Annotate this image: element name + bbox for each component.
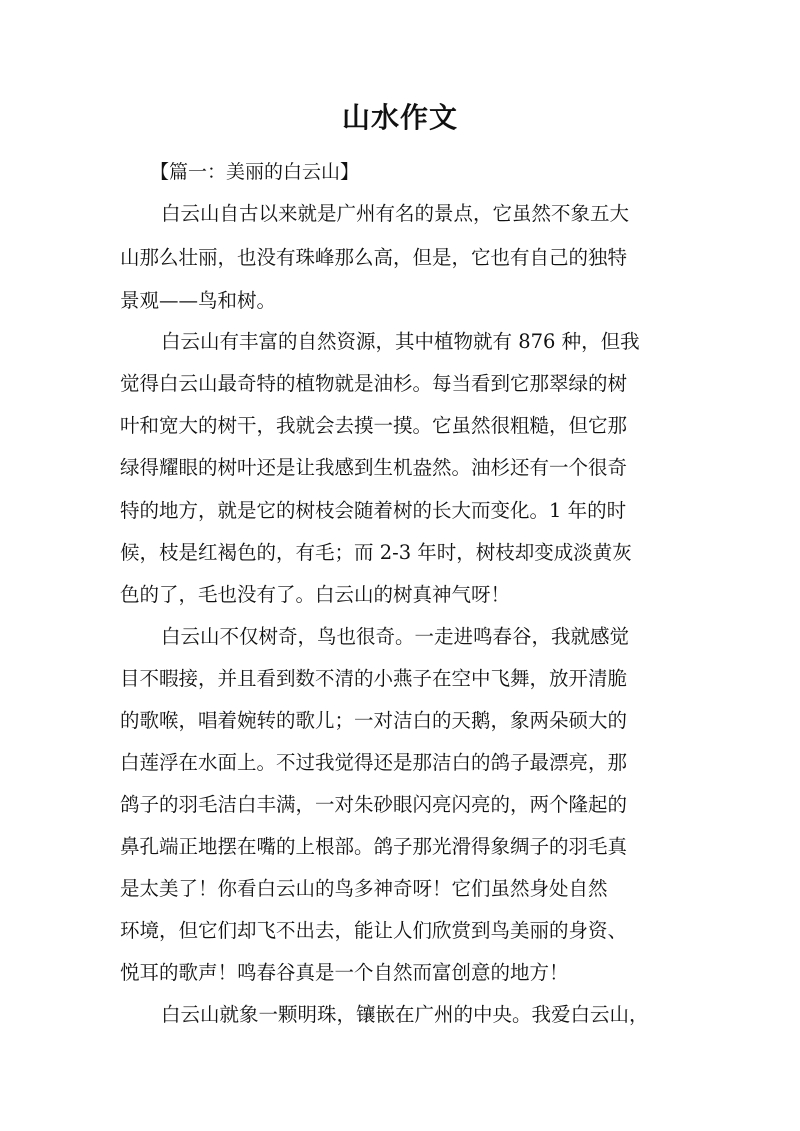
text-line: 叶和宽大的树干，我就会去摸一摸。它虽然很粗糙，但它那 — [120, 414, 628, 437]
text-line: 白云山不仅树奇，鸟也很奇。一走进鸣春谷，我就感觉 — [161, 625, 630, 648]
text-line: 特的地方，就是它的树枝会随着树的长大而变化。1 年的时 — [120, 499, 627, 522]
text-line: 悦耳的歌声！鸣春谷真是一个自然而富创意的地方！ — [120, 961, 569, 984]
text-line: 山那么壮丽，也没有珠峰那么高，但是，它也有自己的独特 — [120, 246, 628, 269]
text-line: 色的了，毛也没有了。白云山的树真神气呀！ — [120, 583, 511, 606]
text-line: 的歌喉，唱着婉转的歌儿；一对洁白的天鹅，象两朵硕大的 — [120, 709, 628, 732]
page-title: 山水作文 — [341, 101, 458, 134]
text-line: 觉得白云山最奇特的植物就是油杉。每当看到它那翠绿的树 — [120, 372, 628, 395]
text-line: 白云山就象一颗明珠，镶嵌在广州的中央。我爱白云山， — [161, 1003, 649, 1026]
text-line: 绿得耀眼的树叶还是让我感到生机盎然。油杉还有一个很奇 — [120, 456, 628, 479]
text-line: 白莲浮在水面上。不过我觉得还是那洁白的鸽子最漂亮，那 — [120, 751, 628, 774]
text-line: 目不暇接，并且看到数不清的小燕子在空中飞舞，放开清脆 — [120, 667, 628, 690]
text-line: 鼻孔端正地摆在嘴的上根部。鸽子那光滑得象绸子的羽毛真 — [120, 835, 628, 858]
text-line: 环境，但它们却飞不出去，能让人们欣赏到鸟美丽的身资、 — [120, 919, 628, 942]
text-line: 白云山自古以来就是广州有名的景点，它虽然不象五大 — [161, 202, 630, 225]
text-line: 是太美了！你看白云山的鸟多神奇呀！它们虽然身处自然 — [120, 877, 608, 900]
section-heading: 【篇一：美丽的白云山】 — [150, 161, 360, 183]
text-line: 候，枝是红褐色的，有毛；而 2-3 年时，树枝却变成淡黄灰 — [120, 541, 632, 564]
text-line: 白云山有丰富的自然资源，其中植物就有 876 种，但我 — [161, 330, 640, 353]
text-line: 景观——鸟和树。 — [120, 289, 277, 312]
text-line: 鸽子的羽毛洁白丰满，一对朱砂眼闪亮闪亮的，两个隆起的 — [120, 793, 628, 816]
